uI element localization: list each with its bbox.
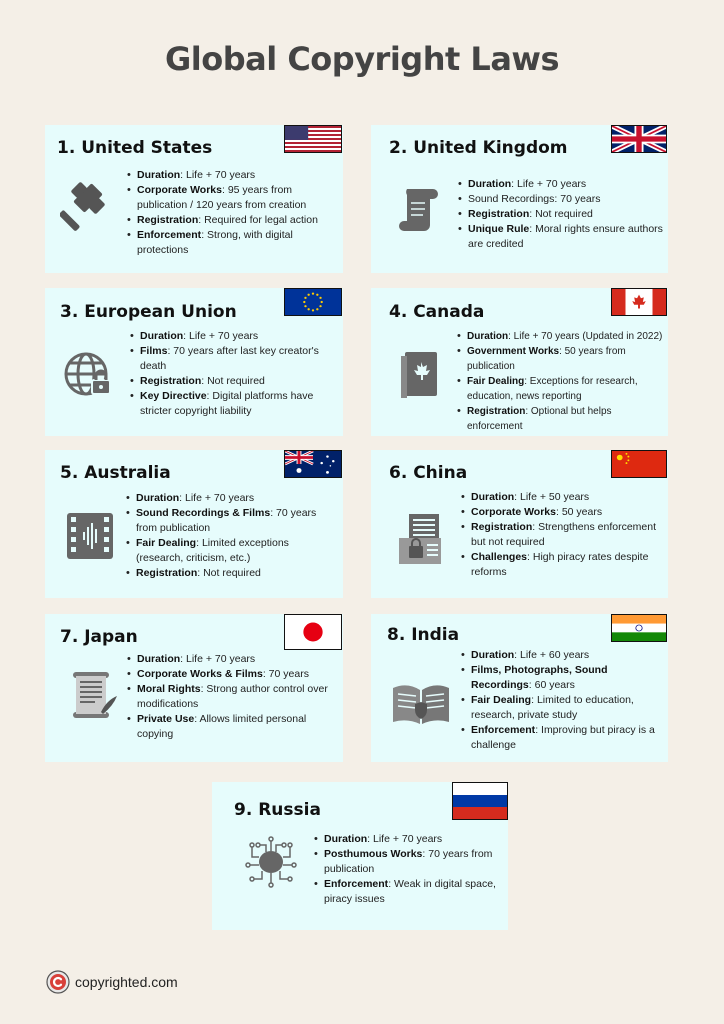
australia-flag-icon (284, 450, 342, 478)
uk-flag-icon (611, 125, 667, 153)
list-item: • Films: 70 years after last key creator's death (128, 344, 338, 374)
list-item: • Registration: Optional but helps enforcement (455, 404, 667, 434)
document-lock-icon (393, 512, 447, 566)
card-united-kingdom (371, 125, 668, 273)
list-item: • Sound Recordings & Films: 70 years from publication (124, 506, 336, 536)
list-item: • Fair Dealing: Exceptions for research, education, news reporting (455, 374, 667, 404)
circuit-brain-icon (244, 835, 298, 889)
list-item: • Duration: Life + 50 years (459, 490, 664, 505)
list-item: • Registration: Strengthens enforcement but not required (459, 520, 664, 550)
card-india (371, 614, 668, 762)
list-item: • Fair Dealing: Limited exceptions (research, criticism, etc.) (124, 536, 336, 566)
gavel-icon (60, 179, 114, 233)
copyright-icon (46, 970, 70, 994)
list-item: • Government Works: 50 years from publication (455, 344, 667, 374)
fact-list (128, 329, 338, 419)
fact-list (124, 491, 336, 581)
japan-flag-icon (284, 614, 342, 650)
list-item: • Fair Dealing: Limited to education, research, private study (459, 693, 664, 723)
scroll-icon (393, 183, 447, 237)
eu-flag-icon (284, 288, 342, 316)
china-flag-icon (611, 450, 667, 478)
list-item: • Films, Photographs, Sound Recordings: 60 years (459, 663, 664, 693)
list-item: • Registration: Not required (128, 374, 338, 389)
list-item: • Duration: Life + 70 years (124, 491, 336, 506)
list-item: • Corporate Works: 50 years (459, 505, 664, 520)
footer-site-link[interactable]: copyrighted.com (75, 974, 178, 990)
card-title: 3. European Union (60, 302, 237, 322)
list-item: • Registration: Required for legal action (125, 213, 337, 228)
list-item: • Posthumous Works: 70 years from publication (312, 847, 502, 877)
card-title: 2. United Kingdom (389, 138, 568, 158)
card-canada (371, 288, 668, 436)
list-item: • Enforcement: Weak in digital space, piracy issues (312, 877, 502, 907)
card-title: 5. Australia (60, 463, 171, 483)
list-item: • Registration: Not required (456, 207, 664, 222)
canada-flag-icon (611, 288, 667, 316)
card-title: 4. Canada (389, 302, 485, 322)
card-title: 9. Russia (234, 800, 321, 820)
card-title: 6. China (389, 463, 468, 483)
list-item: • Sound Recordings: 70 years (456, 192, 664, 207)
us-flag-icon (284, 125, 342, 153)
list-item: • Enforcement: Improving but piracy is a challenge (459, 723, 664, 753)
page-title: Global Copyright Laws (164, 40, 560, 78)
list-item: • Duration: Life + 70 years (456, 177, 664, 192)
list-item: • Key Directive: Digital platforms have stricter copyright liability (128, 389, 338, 419)
list-item: • Duration: Life + 70 years (Updated in 2022) (455, 329, 667, 344)
card-european-union (45, 288, 343, 436)
list-item: • Duration: Life + 70 years (125, 652, 337, 667)
fact-list (459, 490, 664, 580)
list-item: • Enforcement: Strong, with digital protections (125, 228, 337, 258)
list-item: • Duration: Life + 70 years (312, 832, 502, 847)
list-item: • Duration: Life + 70 years (128, 329, 338, 344)
card-title: 7. Japan (60, 627, 138, 647)
list-item: • Challenges: High piracy rates despite reforms (459, 550, 664, 580)
scroll-quill-icon (65, 668, 119, 722)
film-audio-icon (63, 509, 117, 563)
fact-list (125, 652, 337, 742)
india-flag-icon (611, 614, 667, 642)
card-australia (45, 450, 343, 598)
maple-book-icon (393, 348, 447, 402)
open-book-icon (391, 676, 451, 730)
list-item: • Corporate Works: 95 years from publication / 120 years from creation (125, 183, 337, 213)
card-japan (45, 614, 343, 762)
fact-list (456, 177, 664, 252)
fact-list (312, 832, 502, 907)
fact-list (125, 168, 337, 258)
list-item: • Private Use: Allows limited personal copying (125, 712, 337, 742)
list-item: • Corporate Works & Films: 70 years (125, 667, 337, 682)
fact-list (455, 329, 667, 434)
footer (46, 970, 178, 994)
card-title: 1. United States (57, 138, 213, 158)
card-china (371, 450, 668, 598)
card-united-states (45, 125, 343, 273)
card-russia (212, 782, 508, 930)
card-title: 8. India (387, 625, 460, 645)
russia-flag-icon (452, 782, 508, 820)
list-item: • Moral Rights: Strong author control over modifications (125, 682, 337, 712)
list-item: • Unique Rule: Moral rights ensure authors are credited (456, 222, 664, 252)
list-item: • Duration: Life + 70 years (125, 168, 337, 183)
list-item: • Registration: Not required (124, 566, 336, 581)
fact-list (459, 648, 664, 753)
globe-lock-icon (62, 348, 116, 402)
list-item: • Duration: Life + 60 years (459, 648, 664, 663)
